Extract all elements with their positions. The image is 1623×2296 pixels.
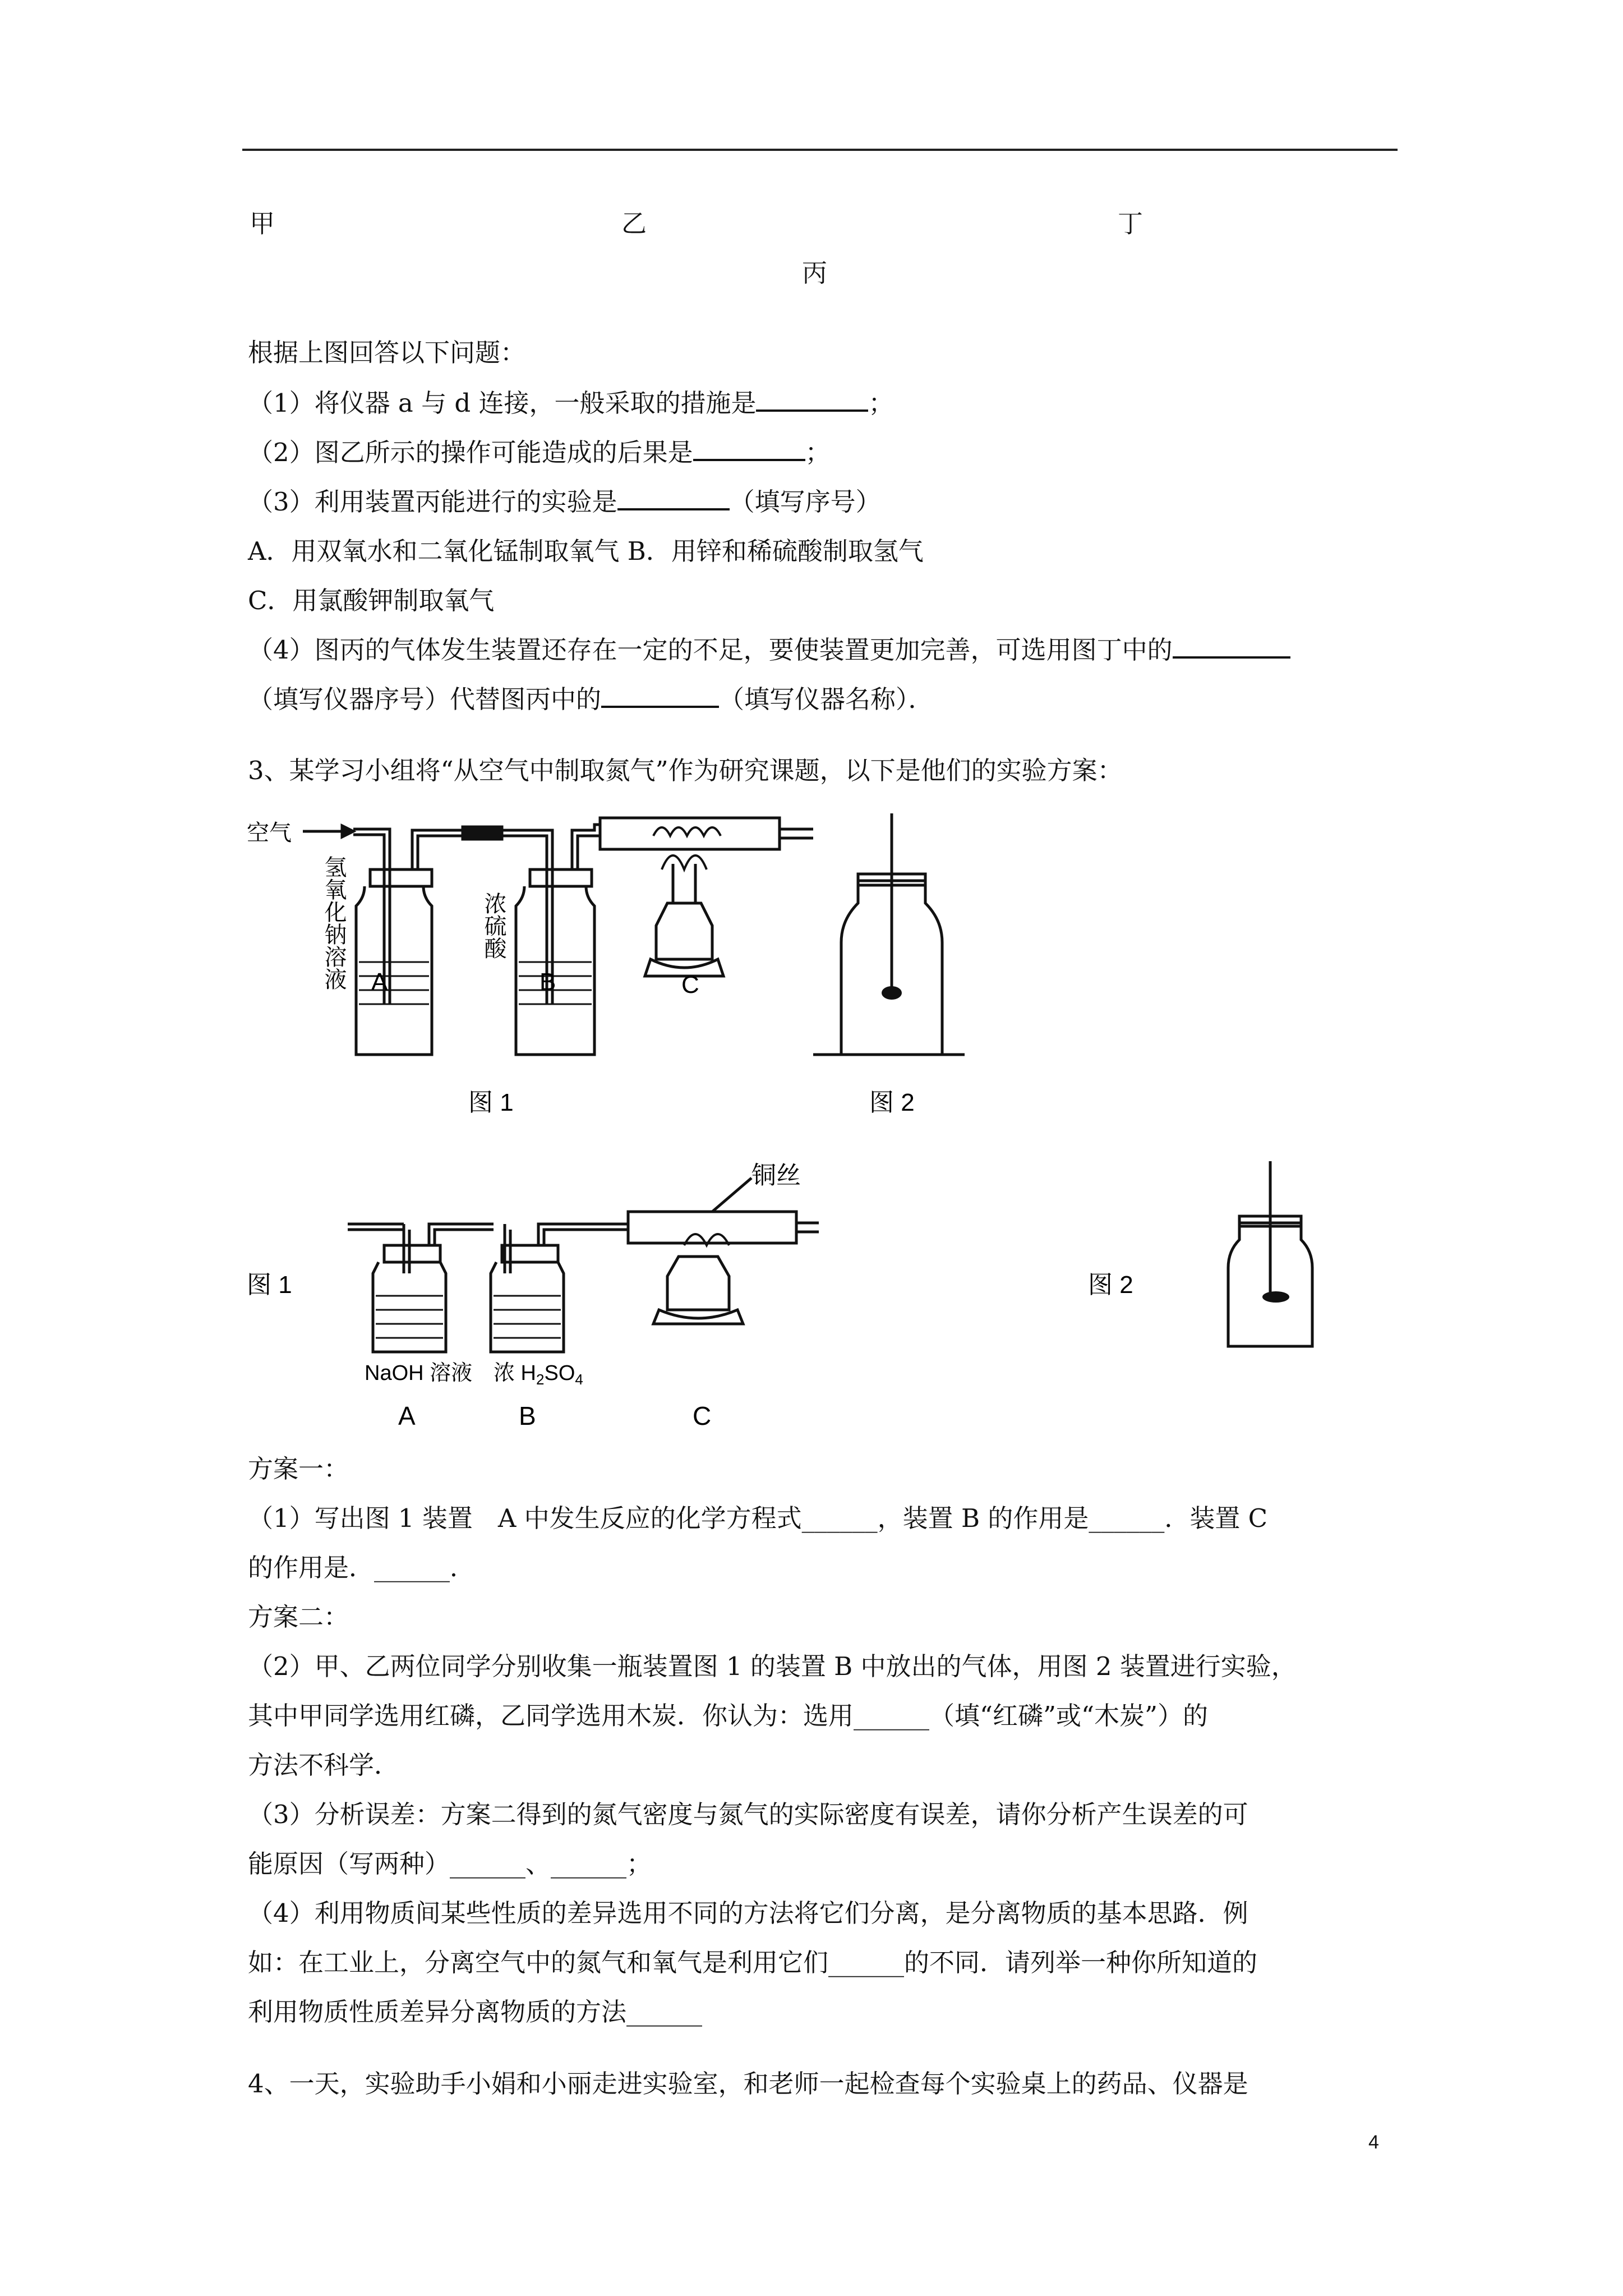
figure2-caption-bottom: 图 2 xyxy=(1088,1271,1133,1299)
apparatus-figure-bottom xyxy=(236,1156,1335,1436)
q2-part4-line1: （4）图丙的气体发生装置还存在一定的不足，要使装置更加完善，可选用图丁中的 xyxy=(248,634,1290,666)
apparatus-figure-top xyxy=(236,808,998,1156)
label-ding: 丁 xyxy=(1118,209,1144,238)
q2-intro: 根据上图回答以下问题： xyxy=(248,338,526,367)
q3-sub1-line1: （1）写出图 1 装置 A 中发生反应的化学方程式______，装置 B 的作用是______．装置 C xyxy=(248,1503,1268,1533)
copper-wire-label: 铜丝 xyxy=(751,1162,801,1189)
answer-blank[interactable] xyxy=(1173,634,1290,659)
answer-blank[interactable] xyxy=(693,436,805,461)
plan-one-heading: 方案一： xyxy=(248,1454,349,1484)
bottle-a-label-bottom: A xyxy=(398,1401,416,1430)
figure1-caption-bottom: 图 1 xyxy=(247,1271,292,1299)
q3-sub4-line2: 如：在工业上，分离空气中的氮气和氧气是利用它们______的不同．请列举一种你所知道的 xyxy=(248,1948,1258,1977)
sulfuric-acid-label: 浓硫酸 xyxy=(481,892,506,959)
q2-part4-line2: （填写仪器序号）代替图丙中的 （填写仪器名称）． xyxy=(248,684,934,714)
q3-sub2-line1: （2）甲、乙两位同学分别收集一瓶装置图 1 的装置 B 中放出的气体，用图 2 装置进行实验， xyxy=(248,1651,1297,1681)
tube-c-label-bottom: C xyxy=(693,1401,712,1430)
naoh-label: NaOH 溶液 xyxy=(365,1361,473,1385)
q3-title: 3、某学习小组将“从空气中制取氮气”作为研究课题，以下是他们的实验方案： xyxy=(248,756,1123,785)
q2-part1: （1）将仪器 a 与 d 连接，一般采取的措施是 ； xyxy=(248,388,894,418)
q2-part3: （3）利用装置丙能进行的实验是 （填写序号） xyxy=(248,487,881,517)
label-bing: 丙 xyxy=(802,258,828,288)
q3-sub1-line2: 的作用是．______． xyxy=(248,1553,476,1582)
page-number: 4 xyxy=(1368,2132,1379,2153)
plan-two-heading: 方案二： xyxy=(248,1602,349,1632)
answer-blank[interactable] xyxy=(756,387,868,412)
bottle-b-label-bottom: B xyxy=(519,1401,536,1430)
label-yi: 乙 xyxy=(621,209,647,238)
q3-sub3-line1: （3）分析误差：方案二得到的氮气密度与氮气的实际密度有误差，请你分析产生误差的可 xyxy=(248,1800,1248,1829)
air-label: 空气 xyxy=(247,821,292,845)
q2-part2: （2）图乙所示的操作可能造成的后果是 ； xyxy=(248,438,831,467)
q3-sub4-line3: 利用物质性质差异分离物质的方法______ xyxy=(248,1997,703,2027)
figure2-caption: 图 2 xyxy=(869,1089,915,1116)
q3-sub4-line1: （4）利用物质间某些性质的差异选用不同的方法将它们分离，是分离物质的基本思路．例 xyxy=(248,1898,1248,1928)
bottle-b-label: B xyxy=(540,968,556,996)
q4-line1: 4、一天，实验助手小娟和小丽走进实验室，和老师一起检查每个实验桌上的药品、仪器是 xyxy=(248,2069,1248,2099)
header-rule xyxy=(242,149,1398,151)
bottle-a-label: A xyxy=(371,968,388,996)
q3-sub2-line2: 其中甲同学选用红磷，乙同学选用木炭．你认为：选用______（填“红磷”或“木炭”）的 xyxy=(248,1701,1209,1731)
q2-option-c: C．用氯酸钾制取氧气 xyxy=(248,586,495,615)
q3-sub3-line2: 能原因（写两种）______、______； xyxy=(248,1849,652,1879)
tube-c-label: C xyxy=(681,971,699,999)
q2-options-ab: A．用双氧水和二氧化锰制取氧气 B．用锌和稀硫酸制取氢气 xyxy=(248,536,924,566)
h2so4-label: 浓 $H_2SO_4$ xyxy=(494,1361,583,1388)
label-jia: 甲 xyxy=(250,209,275,238)
answer-blank[interactable] xyxy=(601,683,719,708)
answer-blank[interactable] xyxy=(617,486,730,510)
q3-sub2-line3: 方法不科学． xyxy=(248,1750,400,1780)
naoh-solution-label: 氢氧化钠溶液 xyxy=(321,855,346,990)
figure1-caption: 图 1 xyxy=(468,1089,514,1116)
